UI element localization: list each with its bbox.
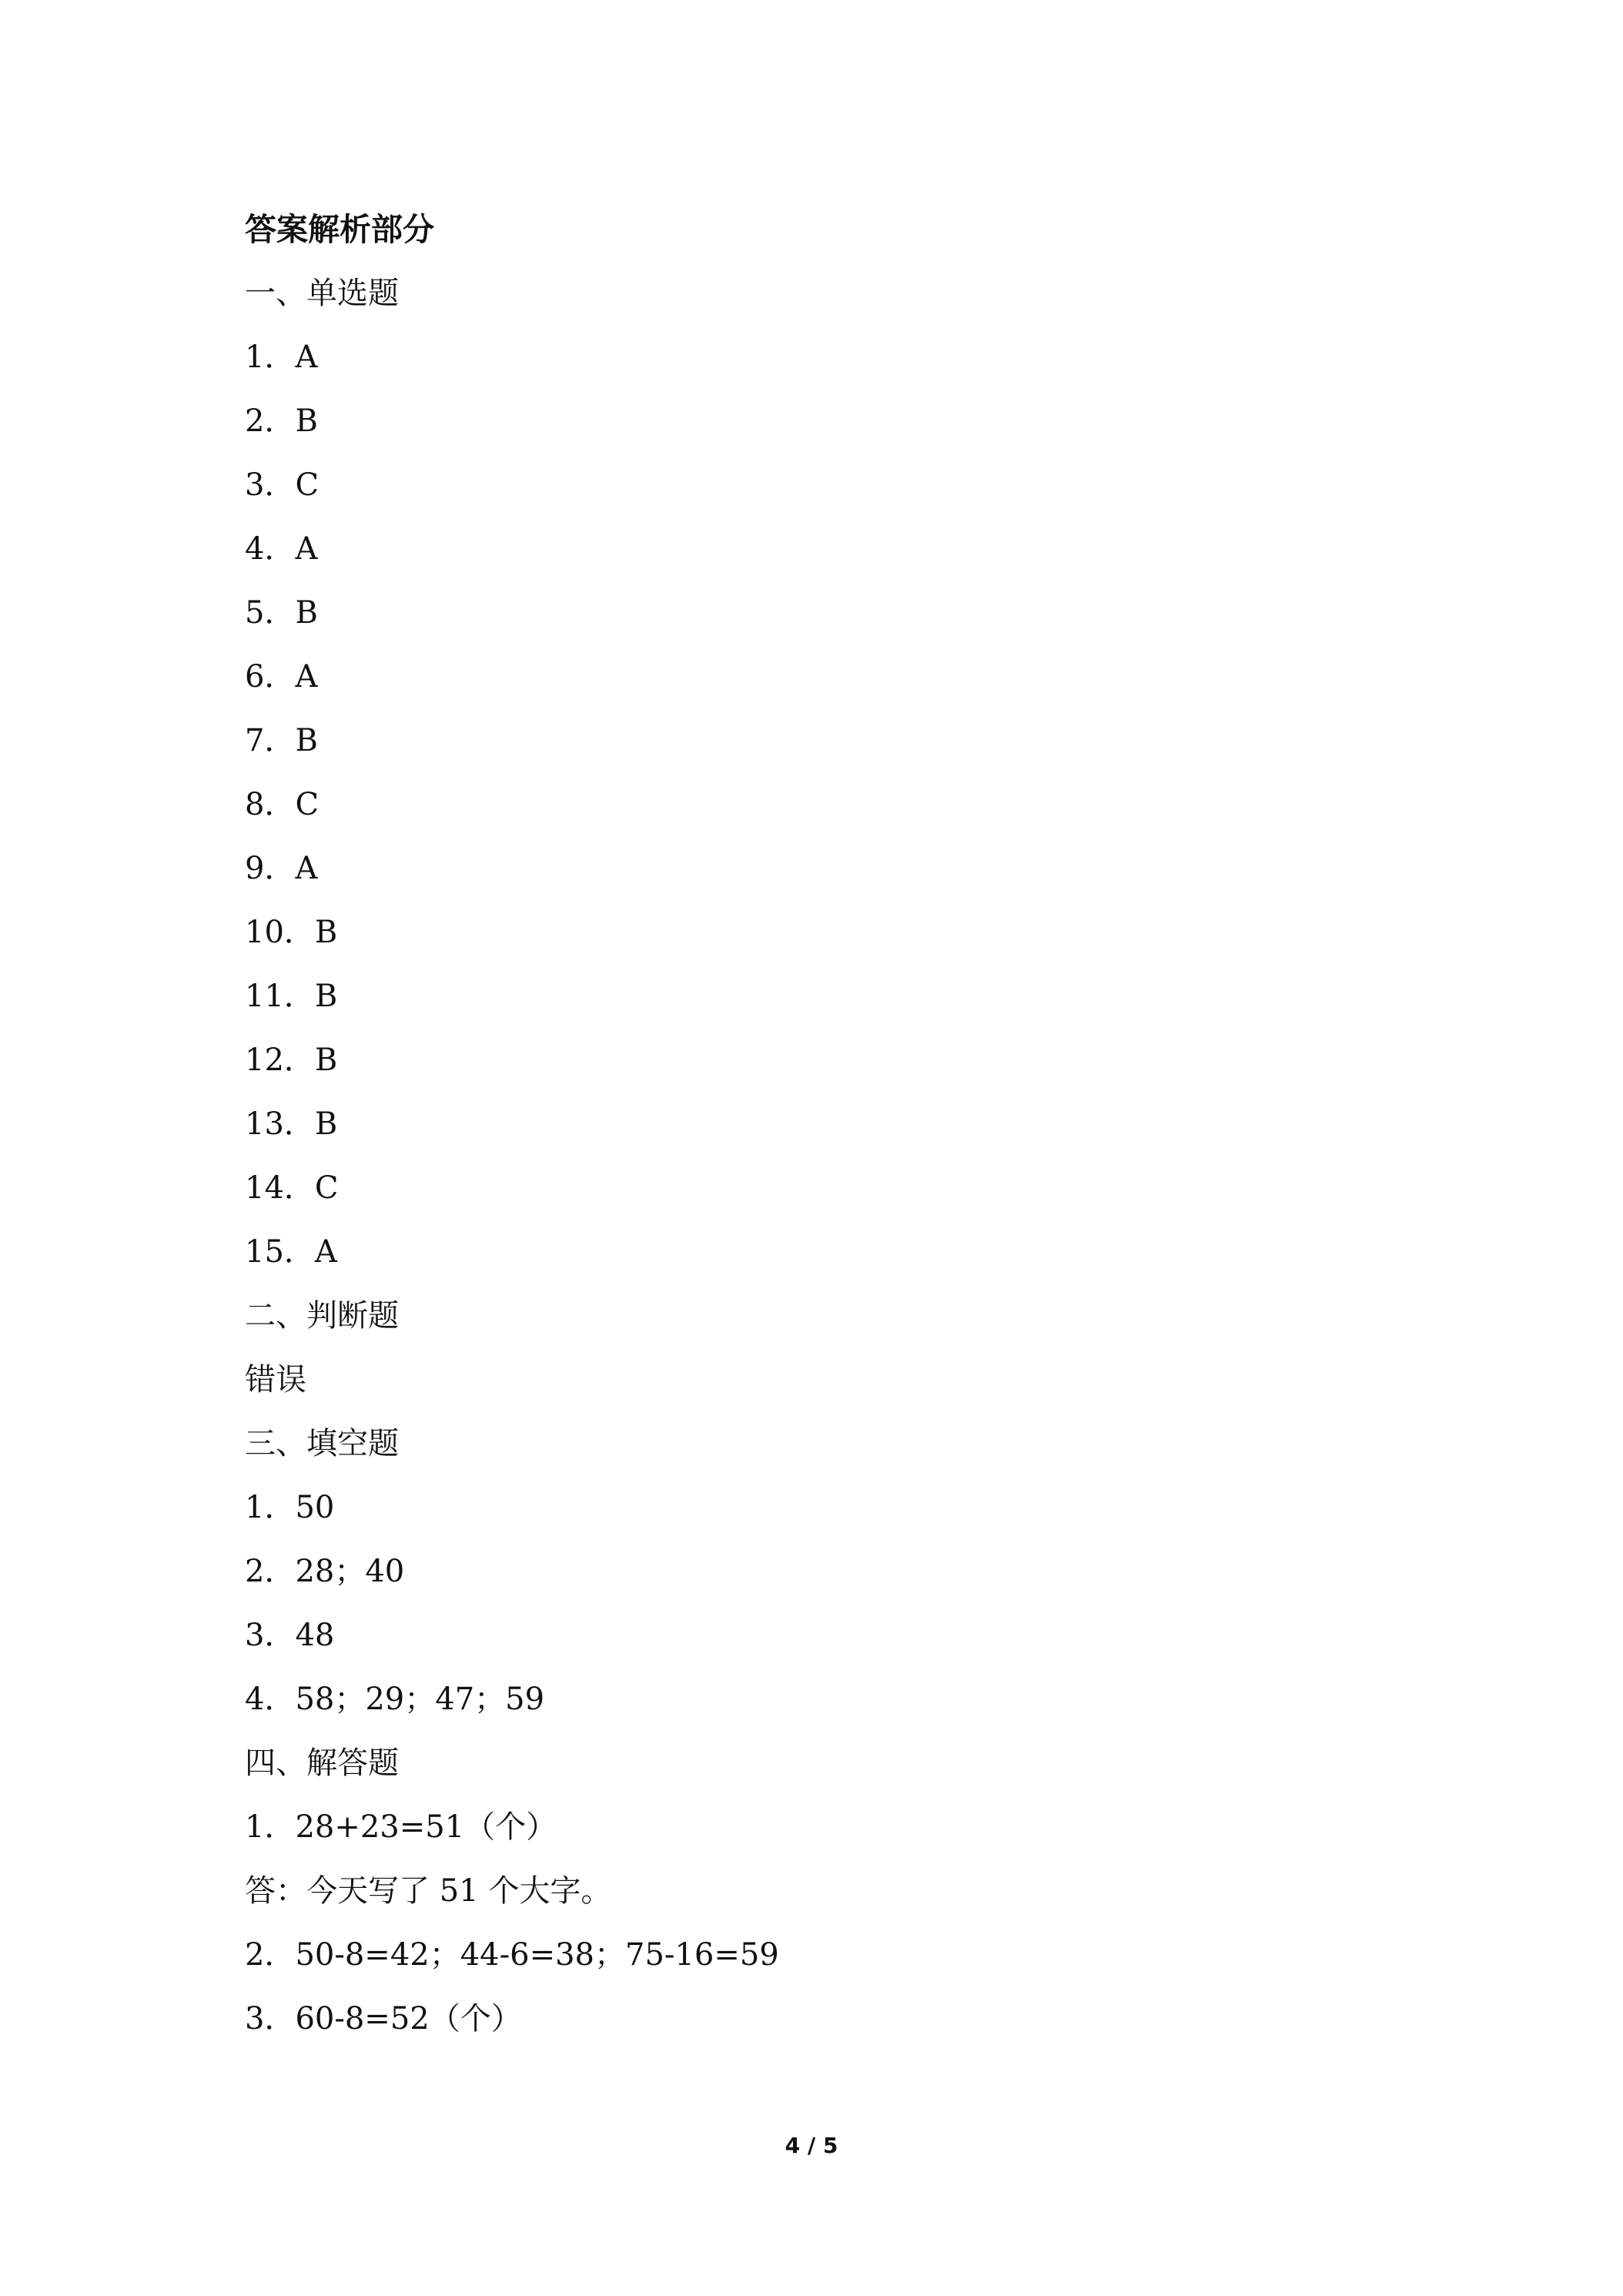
answer-line: 6．A bbox=[245, 659, 318, 694]
document-title: 答案解析部分 bbox=[245, 211, 434, 248]
page-number: 4 / 5 bbox=[785, 2133, 838, 2158]
answer-line: 1．50 bbox=[245, 1490, 335, 1525]
answer-line: 8．C bbox=[245, 787, 320, 822]
answer-line: 2．50-8=42；44-6=38；75-16=59 bbox=[245, 1937, 779, 1973]
answer-line: 3．60-8=52（个） bbox=[245, 2001, 522, 2037]
answer-line: 10．B bbox=[245, 915, 338, 950]
answer-line: 3．48 bbox=[245, 1618, 335, 1653]
answer-line: 3．C bbox=[245, 467, 320, 503]
answer-line: 5．B bbox=[245, 595, 318, 631]
section-heading-solutions: 四、解答题 bbox=[245, 1745, 399, 1781]
answer-line: 14．C bbox=[245, 1170, 339, 1206]
answer-line: 12．B bbox=[245, 1043, 338, 1078]
answer-line: 13．B bbox=[245, 1106, 338, 1142]
answer-line: 2．28；40 bbox=[245, 1554, 405, 1589]
answer-line: 7．B bbox=[245, 723, 318, 758]
answer-line: 1．A bbox=[245, 340, 318, 375]
answer-line: 9．A bbox=[245, 851, 318, 886]
section-heading-single-choice: 一、单选题 bbox=[245, 276, 399, 311]
answer-line: 4．58；29；47；59 bbox=[245, 1682, 545, 1717]
answer-line: 2．B bbox=[245, 403, 318, 439]
answer-line: 1．28+23=51（个） bbox=[245, 1809, 557, 1845]
answer-line: 11．B bbox=[245, 979, 338, 1014]
answer-line: 15．A bbox=[245, 1234, 337, 1270]
answer-content bbox=[245, 206, 1400, 2060]
answer-line: 4．A bbox=[245, 531, 318, 567]
answer-line: 错误 bbox=[245, 1362, 306, 1397]
section-heading-true-false: 二、判断题 bbox=[245, 1298, 399, 1334]
answer-line: 答：今天写了 51 个大字。 bbox=[245, 1873, 612, 1909]
section-heading-fill-in: 三、填空题 bbox=[245, 1426, 399, 1461]
